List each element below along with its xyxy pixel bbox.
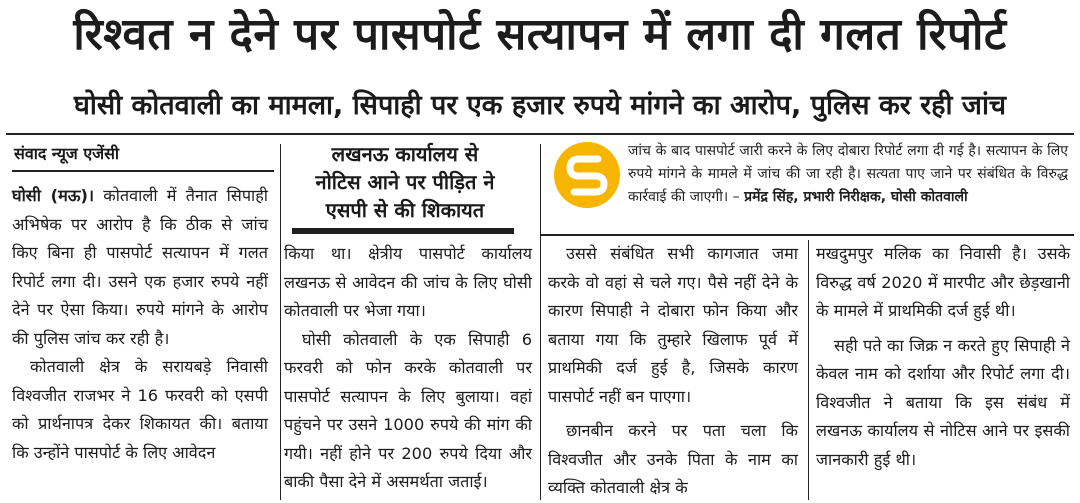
callout-underline [292, 228, 514, 234]
callout-line-3: एसपी से की शिकायत [325, 198, 485, 222]
article-column-1 [12, 182, 268, 467]
col2-paragraph-1: किया था। क्षेत्रीय पासपोर्ट कार्यालय लखनऊ से आवेदन की जांच के लिए घोसी कोतवाली पर भेजा गया। [284, 244, 532, 320]
callout-line-2: नोटिस आने पर पीड़ित ने [315, 170, 495, 194]
col4-paragraph-1: मखदुमपुर मलिक का निवासी है। उसके विरुद्ध वर्ष 2020 में मारपीट और छेड़खानी के मामले में प्राथमिकी दर्ज हुई थी। [816, 244, 1070, 320]
article-column-2 [284, 240, 532, 497]
callout-line-1: लखनऊ कार्यालय से [331, 142, 479, 166]
dateline: घोसी (मऊ)। [12, 186, 94, 205]
quote-attribution: प्रमेंद्र सिंह, प्रभारी निरीक्षक, घोसी कोतवाली [744, 189, 968, 205]
column-divider-3 [808, 240, 809, 500]
col1-paragraph-2: कोतवाली क्षेत्र के सरायबड़े निवासी विश्वजीत राजभर ने 16 फरवरी को एसपी को प्रार्थनापत्र देकर शिकायत की। बताया कि उन्होंने पासपोर्ट के लिए आवेदन [12, 357, 268, 462]
callout-box [290, 140, 520, 224]
col1-paragraph-1: घोसी (मऊ)। कोतवाली में तैनात सिपाही अभिषेक पर आरोप है कि ठीक से जांच किए बिना ही पासपोर्ट सत्यापन में गलत रिपोर्ट लगा दी। उसने एक हजार रुपये नहीं देने पर ऐसा किया। रुपये मांगने के आरोप की पुलिस जांच कर रही है। [12, 186, 268, 348]
amar-ujala-logo-icon [552, 140, 622, 210]
byline-rule [12, 170, 274, 172]
col3-paragraph-2: छानबीन करने पर पता चला कि विश्वजीत और उनके पिता के नाम का व्यक्ति कोतवाली क्षेत्र के [548, 421, 798, 497]
col3-paragraph-1: उससे संबंधित सभी कागजात जमा करके वो वहां से चले गए। पैसे नहीं देने के कारण सिपाही ने दोबारा फोन किया और बताया गया कि तुम्हारे खिलाफ पूर्व में प्राथमिकी दर्ज हुई है, जिसके कारण पासपोर्ट नहीं बन पाएगा। [548, 244, 798, 406]
header-rule [6, 133, 1074, 135]
officer-quote [628, 140, 1068, 209]
article-column-4 [816, 240, 1070, 474]
col2-paragraph-2: घोसी कोतवाली के एक सिपाही 6 फरवरी को फोन करके कोतवाली पर पासपोर्ट सत्यापन के लिए बुलाया। वहां पहुंचने पर उसने 1000 रुपये की मांग की गयी। नहीं होने पर 200 रुपये दिया और बाकी पैसा देने में असमर्थता जताई। [284, 329, 532, 491]
col4-paragraph-2: सही पते का जिक्र न करते हुए सिपाही ने केवल नाम को दर्शाया और रिपोर्ट लगा दी। विश्वजीत ने बताया कि इस संबंध में लखनऊ कार्यालय से नोटिस आने पर इसकी जानकारी हुई थी। [816, 335, 1070, 469]
quote-text: जांच के बाद पासपोर्ट जारी करने के लिए दोबारा रिपोर्ट लगा दी गई है। सत्यापन के लिए रुपये मांगने के मामले में जांच की जा रही है। सत्यता पाए जाने पर संबंधित के विरुद्ध कार्रवाई की जाएगी। – [628, 143, 1068, 205]
column-divider-1 [280, 144, 281, 500]
subheadline: घोसी कोतवाली का मामला, सिपाही पर एक हजार रुपये मांगने का आरोप, पुलिस कर रही जांच [73, 90, 1007, 121]
quote-rule [540, 234, 1074, 236]
article-column-3 [548, 240, 798, 503]
agency-byline: संवाद न्यूज एजेंसी [14, 144, 120, 163]
column-divider-2 [540, 144, 541, 500]
headline: रिश्वत न देने पर पासपोर्ट सत्यापन में लगा दी गलत रिपोर्ट [73, 9, 1007, 60]
